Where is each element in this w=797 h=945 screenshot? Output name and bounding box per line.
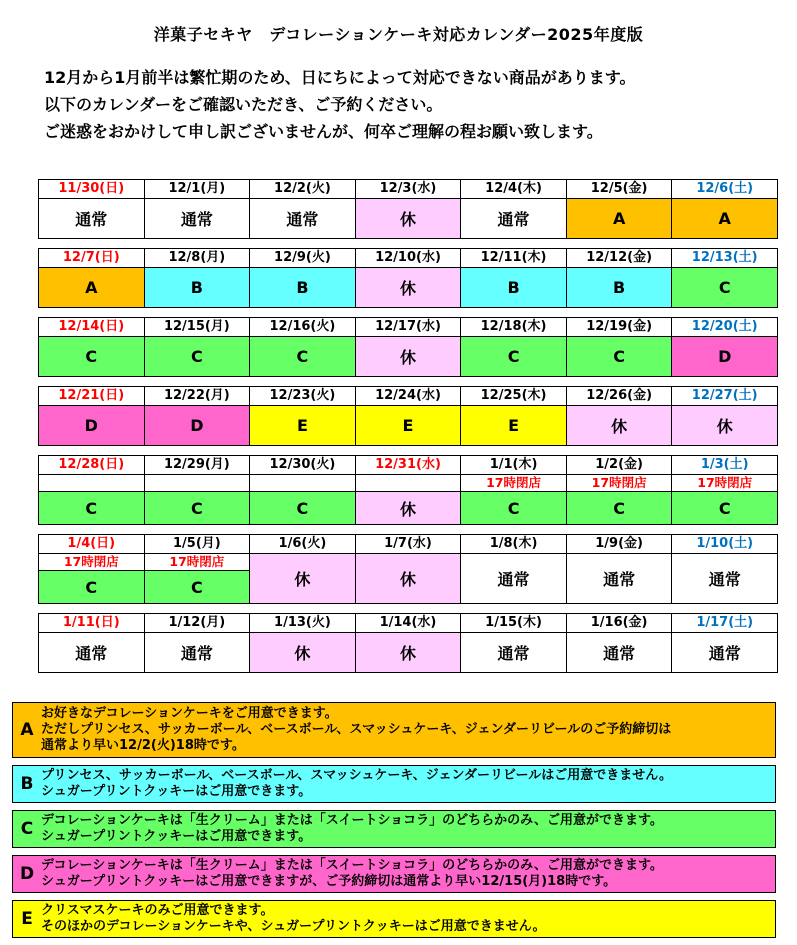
day-status: C — [39, 492, 144, 524]
calendar-day — [461, 318, 567, 376]
day-date: 12/1(月) — [145, 180, 250, 199]
calendar-day — [461, 387, 567, 445]
calendar-day — [672, 456, 778, 524]
legend-line: そのほかのデコレーションケーキや、シュガープリントクッキーはご用意できません。 — [41, 919, 546, 934]
day-status: 通常 — [567, 633, 672, 672]
legend-key: A — [20, 720, 34, 740]
calendar-week — [38, 386, 778, 446]
day-note: 17時閉店 — [461, 475, 566, 492]
calendar — [38, 179, 778, 682]
calendar-day — [39, 249, 145, 307]
calendar-day — [356, 387, 462, 445]
day-note: 17時閉店 — [567, 475, 672, 492]
day-note: 17時閉店 — [145, 554, 250, 571]
legend-key: D — [19, 864, 35, 884]
day-date: 1/3(土) — [672, 456, 777, 475]
day-status: D — [145, 406, 250, 445]
day-date: 12/27(土) — [672, 387, 777, 406]
day-status: 通常 — [461, 554, 566, 603]
legend-key: E — [21, 909, 33, 929]
day-date: 12/28(日) — [39, 456, 144, 475]
legend-line: デコレーションケーキは「生クリーム」または「スイートショコラ」のどちらかのみ、ご用意ができます。 — [41, 813, 663, 828]
day-status: 休 — [250, 633, 355, 672]
day-status: C — [145, 492, 250, 524]
legend-description — [41, 811, 663, 847]
day-status: 通常 — [672, 554, 777, 603]
day-status: E — [250, 406, 355, 445]
page-title: 洋菓子セキヤ デコレーションケーキ対応カレンダー2025年度版 — [153, 25, 644, 44]
calendar-day — [145, 387, 251, 445]
day-date: 12/19(金) — [567, 318, 672, 337]
day-note — [39, 475, 144, 492]
calendar-day — [672, 614, 778, 672]
day-date: 12/5(金) — [567, 180, 672, 199]
day-date: 12/8(月) — [145, 249, 250, 268]
calendar-week — [38, 534, 778, 604]
intro-text — [44, 64, 784, 145]
day-status: B — [461, 268, 566, 307]
calendar-day — [672, 535, 778, 603]
day-status: C — [461, 337, 566, 376]
calendar-day — [567, 318, 673, 376]
calendar-day — [39, 318, 145, 376]
legend-line: デコレーションケーキは「生クリーム」または「スイートショコラ」のどちらかのみ、ご用意ができます。 — [41, 858, 663, 873]
day-date: 12/30(火) — [250, 456, 355, 475]
day-date: 12/21(日) — [39, 387, 144, 406]
calendar-day — [567, 456, 673, 524]
day-date: 12/29(月) — [145, 456, 250, 475]
calendar-day — [461, 180, 567, 238]
legend-line: シュガープリントクッキーはご用意できます。 — [41, 829, 312, 844]
day-status: C — [567, 492, 672, 524]
day-date: 11/30(日) — [39, 180, 144, 199]
day-date: 1/16(金) — [567, 614, 672, 633]
day-status: 通常 — [39, 199, 144, 238]
day-date: 1/10(土) — [672, 535, 777, 554]
calendar-day — [145, 249, 251, 307]
day-date: 1/4(日) — [39, 535, 144, 554]
intro-line: 12月から1月前半は繁忙期のため、日にちによって対応できない商品があります。 — [44, 68, 636, 87]
day-date: 12/15(月) — [145, 318, 250, 337]
calendar-day — [250, 249, 356, 307]
day-date: 12/2(火) — [250, 180, 355, 199]
legend-item — [12, 855, 776, 893]
day-date: 1/7(水) — [356, 535, 461, 554]
day-date: 12/18(木) — [461, 318, 566, 337]
intro-line: 以下のカレンダーをご確認いただき、ご予約ください。 — [44, 95, 443, 114]
day-status: 休 — [356, 337, 461, 376]
day-date: 1/8(木) — [461, 535, 566, 554]
calendar-day — [356, 614, 462, 672]
calendar-day — [250, 535, 356, 603]
day-date: 12/10(水) — [356, 249, 461, 268]
calendar-day — [250, 318, 356, 376]
day-status: B — [567, 268, 672, 307]
day-status: C — [250, 337, 355, 376]
legend-line: お好きなデコレーションケーキをご用意できます。 — [41, 706, 338, 721]
day-note: 17時閉店 — [39, 554, 144, 571]
legend-line: プリンセス、サッカーボール、ベースボール、スマッシュケーキ、ジェンダーリビールはご用意できません。 — [41, 768, 673, 783]
day-status: 休 — [356, 492, 461, 524]
calendar-day — [567, 249, 673, 307]
calendar-day — [145, 456, 251, 524]
calendar-day — [39, 180, 145, 238]
day-date: 12/9(火) — [250, 249, 355, 268]
day-date: 1/5(月) — [145, 535, 250, 554]
calendar-week — [38, 317, 778, 377]
calendar-day — [461, 456, 567, 524]
calendar-day — [250, 180, 356, 238]
intro-line: ご迷惑をおかけして申し訳ございませんが、何卒ご理解の程お願い致します。 — [44, 122, 603, 141]
calendar-week — [38, 613, 778, 673]
day-date: 12/4(木) — [461, 180, 566, 199]
day-date: 1/17(土) — [672, 614, 777, 633]
day-status: C — [39, 337, 144, 376]
day-status: 休 — [356, 554, 461, 603]
day-status: 通常 — [39, 633, 144, 672]
day-date: 12/16(火) — [250, 318, 355, 337]
day-status: 休 — [672, 406, 777, 445]
day-date: 12/14(日) — [39, 318, 144, 337]
legend-line: シュガープリントクッキーはご用意できますが、ご予約締切は通常より早い12/15(月)18時です。 — [41, 874, 617, 889]
calendar-day — [145, 318, 251, 376]
calendar-day — [250, 456, 356, 524]
calendar-day — [672, 387, 778, 445]
day-date: 12/12(金) — [567, 249, 672, 268]
day-date: 12/17(水) — [356, 318, 461, 337]
calendar-day — [461, 614, 567, 672]
day-date: 12/11(木) — [461, 249, 566, 268]
calendar-day — [567, 180, 673, 238]
day-date: 12/26(金) — [567, 387, 672, 406]
day-date: 12/25(木) — [461, 387, 566, 406]
day-date: 1/13(火) — [250, 614, 355, 633]
day-status: 休 — [567, 406, 672, 445]
legend-item — [12, 765, 776, 803]
day-status: E — [461, 406, 566, 445]
day-status: 通常 — [672, 633, 777, 672]
legend — [12, 702, 776, 945]
calendar-day — [39, 387, 145, 445]
day-status: D — [39, 406, 144, 445]
day-status: B — [250, 268, 355, 307]
legend-description — [41, 856, 663, 892]
day-status: 休 — [356, 633, 461, 672]
calendar-week — [38, 179, 778, 239]
day-status: 通常 — [145, 633, 250, 672]
calendar-day — [672, 180, 778, 238]
day-date: 12/24(水) — [356, 387, 461, 406]
day-status: 休 — [356, 268, 461, 307]
legend-key: C — [20, 819, 34, 839]
calendar-day — [672, 249, 778, 307]
legend-line: ただしプリンセス、サッカーボール、ベースボール、スマッシュケーキ、ジェンダーリビールのご予約締切は — [41, 722, 672, 737]
day-date: 12/23(火) — [250, 387, 355, 406]
calendar-day — [39, 614, 145, 672]
day-status: 通常 — [461, 199, 566, 238]
day-status: C — [672, 492, 777, 524]
day-date: 12/20(土) — [672, 318, 777, 337]
day-status: C — [39, 571, 144, 603]
calendar-week — [38, 248, 778, 308]
legend-description — [41, 704, 671, 756]
day-date: 1/14(水) — [356, 614, 461, 633]
day-status: 通常 — [567, 554, 672, 603]
day-status: C — [145, 337, 250, 376]
day-status: C — [567, 337, 672, 376]
calendar-day — [39, 456, 145, 524]
calendar-day — [250, 614, 356, 672]
legend-description — [41, 766, 672, 802]
calendar-day — [39, 535, 145, 603]
calendar-day — [672, 318, 778, 376]
calendar-day — [461, 535, 567, 603]
legend-line: シュガープリントクッキーはご用意できます。 — [41, 784, 312, 799]
day-status: A — [567, 199, 672, 238]
day-status: A — [39, 268, 144, 307]
day-date: 1/12(月) — [145, 614, 250, 633]
day-date: 12/31(水) — [356, 456, 461, 475]
calendar-day — [250, 387, 356, 445]
legend-line: 通常より早い12/2(火)18時です。 — [41, 738, 245, 753]
day-date: 1/6(火) — [250, 535, 355, 554]
calendar-day — [356, 535, 462, 603]
day-date: 1/2(金) — [567, 456, 672, 475]
day-date: 12/7(日) — [39, 249, 144, 268]
legend-item — [12, 810, 776, 848]
day-date: 12/22(月) — [145, 387, 250, 406]
day-note — [356, 475, 461, 492]
calendar-day — [145, 614, 251, 672]
calendar-day — [145, 535, 251, 603]
legend-key: B — [20, 774, 34, 794]
day-status: B — [145, 268, 250, 307]
calendar-day — [461, 249, 567, 307]
day-status: 休 — [356, 199, 461, 238]
day-status: C — [250, 492, 355, 524]
day-date: 1/11(日) — [39, 614, 144, 633]
day-status: 休 — [250, 554, 355, 603]
day-note — [250, 475, 355, 492]
legend-item — [12, 702, 776, 758]
legend-item — [12, 900, 776, 938]
day-status: C — [672, 268, 777, 307]
calendar-day — [356, 318, 462, 376]
calendar-day — [567, 387, 673, 445]
day-status: D — [672, 337, 777, 376]
day-status: C — [461, 492, 566, 524]
day-status: 通常 — [461, 633, 566, 672]
calendar-day — [567, 535, 673, 603]
day-status: 通常 — [250, 199, 355, 238]
day-status: A — [672, 199, 777, 238]
day-note: 17時閉店 — [672, 475, 777, 492]
calendar-day — [356, 249, 462, 307]
day-status: E — [356, 406, 461, 445]
calendar-week — [38, 455, 778, 525]
calendar-day — [356, 456, 462, 524]
day-date: 12/6(土) — [672, 180, 777, 199]
day-date: 1/9(金) — [567, 535, 672, 554]
calendar-day — [145, 180, 251, 238]
legend-description — [41, 901, 546, 937]
day-status: C — [145, 571, 250, 603]
legend-line: クリスマスケーキのみご用意できます。 — [41, 903, 274, 918]
day-date: 12/13(土) — [672, 249, 777, 268]
day-note — [145, 475, 250, 492]
calendar-day — [356, 180, 462, 238]
day-date: 1/15(木) — [461, 614, 566, 633]
day-status: 通常 — [145, 199, 250, 238]
day-date: 12/3(水) — [356, 180, 461, 199]
day-date: 1/1(木) — [461, 456, 566, 475]
calendar-day — [567, 614, 673, 672]
